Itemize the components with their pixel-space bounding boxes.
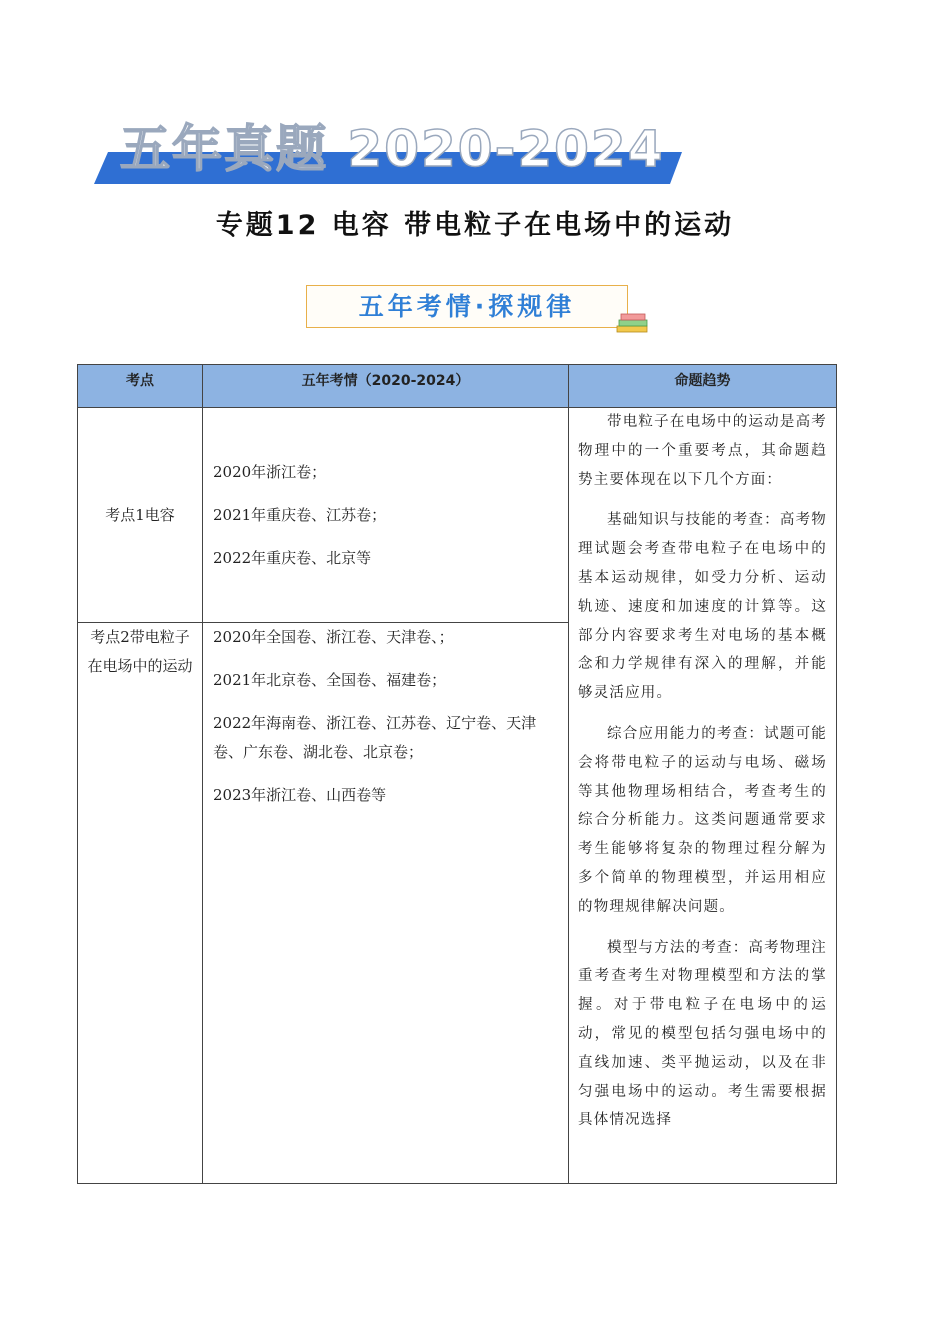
row1-topic: 考点1电容 xyxy=(105,505,175,524)
section-badge xyxy=(306,285,651,335)
exam-item: 2023年浙江卷、山西卷等 xyxy=(213,786,387,804)
banner-graphic xyxy=(92,118,684,186)
exam-item: 2022年重庆卷、北京等 xyxy=(213,548,372,567)
trend-paragraph: 带电粒子在电场中的运动是高考物理中的一个重要考点，其命题趋势主要体现在以下几个方面： xyxy=(578,414,827,488)
banner-title: 五年真题 2020-2024 xyxy=(120,120,665,178)
topic-title: 专题12 电容 带电粒子在电场中的运动 xyxy=(215,210,735,241)
table-header-row xyxy=(78,365,837,408)
badge-label: 五年考情·探规律 xyxy=(358,292,576,321)
trend-cell xyxy=(569,408,837,1184)
exam-item: 2021年北京卷、全国卷、福建卷； xyxy=(213,671,447,689)
exam-item: 2022年海南卷、浙江卷、江苏卷、辽宁卷、天津卷、广东卷、湖北卷、北京卷； xyxy=(213,714,537,761)
exam-analysis-table xyxy=(77,364,837,1184)
table-row xyxy=(78,408,837,623)
row1-exams-cell xyxy=(203,408,569,623)
header-trend: 命题趋势 xyxy=(569,365,837,408)
header-banner xyxy=(92,118,684,186)
row2-topic-cell xyxy=(78,623,203,1184)
exam-item: 2021年重庆卷、江苏卷； xyxy=(213,505,387,524)
row1-topic-cell xyxy=(78,408,203,623)
row2-exams-cell xyxy=(203,623,569,1184)
books-icon xyxy=(615,310,651,336)
exam-item: 2020年全国卷、浙江卷、天津卷、； xyxy=(213,628,454,646)
header-topic: 考点 xyxy=(78,365,203,408)
header-exams: 五年考情（2020-2024） xyxy=(203,365,569,408)
trend-paragraph: 基础知识与技能的考查：高考物理试题会考查带电粒子在电场中的基本运动规律，如受力分析、运动轨迹、速度和加速度的计算等。这部分内容要求考生对电场的基本概念和力学规律有深入的理解，并能够灵活应用。 xyxy=(578,512,827,702)
row2-topic: 考点2带电粒子在电场中的运动 xyxy=(87,628,193,675)
trend-paragraph: 模型与方法的考查：高考物理注重考查考生对物理模型和方法的掌握。对于带电粒子在电场中的运动，常见的模型包括匀强电场中的直线加速、类平抛运动，以及在非匀强电场中的运动。考生需要根据具体情况选择 xyxy=(578,939,827,1129)
exam-item: 2020年浙江卷； xyxy=(213,462,327,481)
trend-paragraph: 综合应用能力的考查：试题可能会将带电粒子的运动与电场、磁场等其他物理场相结合，考查考生的综合分析能力。这类问题通常要求考生能够将复杂的物理过程分解为多个简单的物理模型，并运用相应的物理规律解决问题。 xyxy=(578,725,827,915)
